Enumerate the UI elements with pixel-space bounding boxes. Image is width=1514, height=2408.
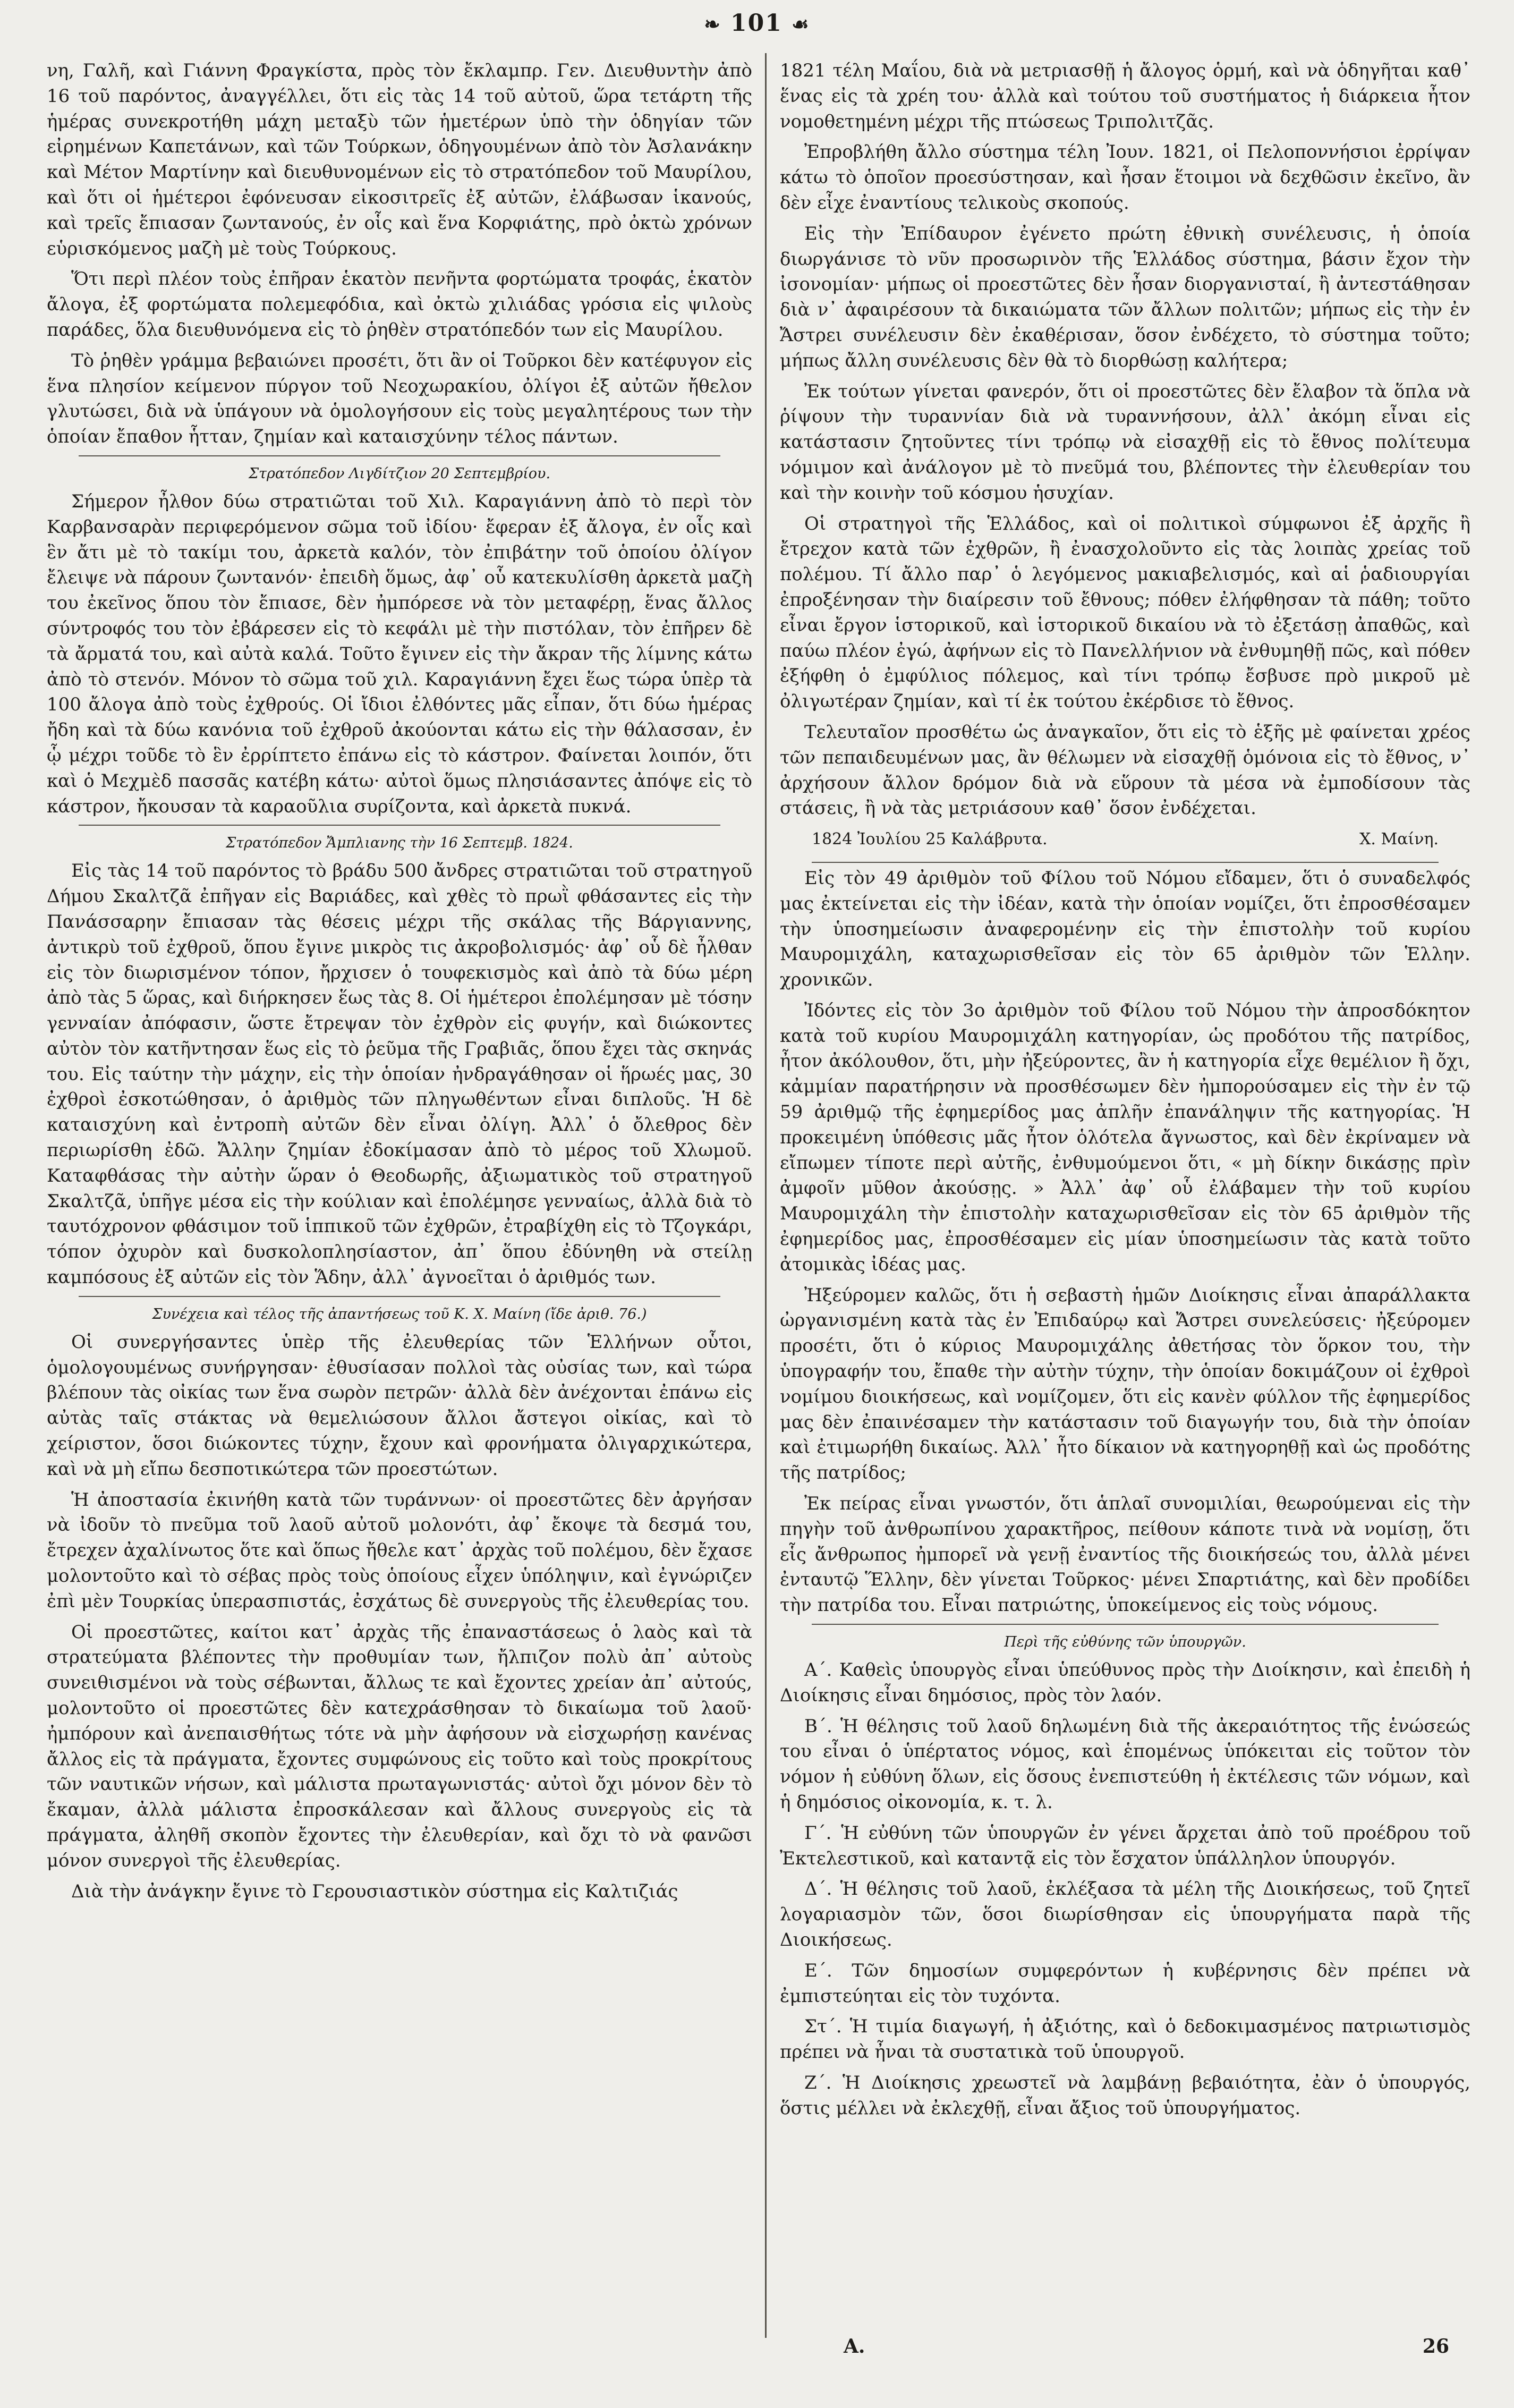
article-item: Γ΄. Ἡ εὐθύνη τῶν ὑπουργῶν ἐν γένει ἄρχεται ἀπὸ τοῦ προέδρου τοῦ Ἐκτελεστικοῦ, καὶ καταντᾷ εἰς τὸν ἔσχατον ὑπάλληλον ὑπουργόν. <box>780 1822 1470 1869</box>
column-rule <box>765 53 767 2338</box>
right-column <box>780 58 1470 2127</box>
article-item: Ζ΄. Ἡ Διοίκησις χρεωστεῖ νὰ λαμβάνῃ βεβαιότητα, ἐὰν ὁ ὑπουργός, ὅστις μέλλει νὰ ἐκλεχθῇ, εἶναι ἄξιος τοῦ ὑπουργήματος. <box>780 2072 1470 2119</box>
ornament-right-icon: ☙ <box>792 13 810 36</box>
dateline-heading: Στρατόπεδον Λιγδίτζιον 20 Σεπτεμβρίου. <box>248 465 551 482</box>
article-item: Ε΄. Τῶν δημοσίων συμφερόντων ἡ κυβέρνησις δὲν πρέπει νὰ ἐμπιστεύηται εἰς τὸν τυχόντα. <box>780 1960 1470 2007</box>
signature-mark: A. <box>844 2335 865 2358</box>
article-item: Στ΄. Ἡ τιμία διαγωγή, ἡ ἀξιότης, καὶ ὁ δεδοκιμασμένος πατριωτισμὸς πρέπει νὰ ἦναι τὰ συστατικὰ τοῦ ὑπουργοῦ. <box>780 2016 1470 2063</box>
paragraph: Εἰς τὰς 14 τοῦ παρόντος τὸ βράδυ 500 ἄνδρες στρατιῶται τοῦ στρατηγοῦ Δήμου Σκαλτζᾶ ἐπῆγαν εἰς Βαριάδες, καὶ χθὲς τὸ πρωῒ φθάσαντες εἰς τὴν Πανάσσαρην ἔπιασαν τὰς θέσεις μέχρι τῆς σκάλας τῆς Βάργιαννης, ἀντικρὺ τοῦ ἐχθροῦ, ὅπου ἔγινε μικρὸς τις ἀκροβολισμός· ἀφ᾽ οὗ δὲ ἦλθαν εἰς τὸν διωρισμένον τόπον, ἤρχισεν ὁ τουφεκισμὸς καὶ ἀπὸ τὰ δύω μέρη ἀπὸ τὰς 5 ὥρας, καὶ διήρκησεν ἕως τὰς 8. Οἱ ἡμέτεροι ἐπολέμησαν μὲ τόσην γενναίαν ἀπόφασιν, ὥστε ἔτρεψαν τὸν ἐχθρὸν εἰς φυγήν, καὶ διώκοντες αὐτὸν τὸν κατῆντησαν ἕως εἰς τὸ ῥεῦμα τῆς Γραβιᾶς, ὅπου ἔχει τὰς σκηνάς του. Εἰς ταύτην τὴν μάχην, εἰς τὴν ὁποίαν ἠνδραγάθησαν οἱ ἥρωές μας, 30 ἐχθροὶ ἐσκοτώθησαν, ὁ ἀριθμὸς τῶν πληγωθέντων εἶναι διπλοῦς. Ἡ δὲ καταισχύνη καὶ ἐντροπὴ αὐτῶν δὲν εἶναι ὀλίγη. Ἀλλ᾽ ὁ ὄλεθρος δὲν περιωρίσθη ἐδῶ. Ἄλλην ζημίαν ἐδοκίμασαν ἀπὸ τὸ μέρος τοῦ Χλωμοῦ. Καταφθάσας τὴν αὐτὴν ὥραν ὁ Θεοδωρῆς, ἀξιωματικὸς τοῦ στρατηγοῦ Σκαλτζᾶ, ὑπῆγε μέσα εἰς τὴν κούλιαν καὶ ἐπολέμησε γενναίως, ἀλλὰ διὰ τὸ ταυτόχρονον φθάσιμον τοῦ ἱππικοῦ τῶν ἐχθρῶν, ἐτραβίχθη εἰς τὸ Τζογκάρι, τόπον ὀχυρὸν καὶ δυσκολοπλησίαστον, ἀπ᾽ ὅπου ἐδύνηθη νὰ στείλῃ καμπόσους ἐξ αὐτῶν εἰς τὸν Ἅδην, ἀλλ᾽ ἀγνοεῖται ὁ ἀριθμός των. <box>47 860 752 1288</box>
ornament-left-icon: ❧ <box>704 13 721 36</box>
section-divider <box>79 825 720 826</box>
page-number-text: 101 <box>730 10 782 37</box>
paragraph: Οἱ προεστῶτες, καίτοι κατ᾽ ἀρχὰς τῆς ἐπαναστάσεως ὁ λαὸς καὶ τὰ στρατεύματα βλέποντες τὴν προθυμίαν των, ἤλπιζον πολὺ ἀπ᾽ αὐτοὺς συνειθισμένοι νὰ τοὺς σέβωνται, ἄλλως τε καὶ ἔχοντες χρείαν ἀπ᾽ αὐτούς, μολοντοῦτο οἱ προεστῶτες δὲν κατεχράσθησαν τὸ δικαίωμα τοῦ λαοῦ· ἠμπόρουν καὶ ἀνεπαισθήτως τότε νὰ μὴν ἀφήσουν νὰ εἰσχωρήσῃ κανένας ἄλλος εἰς τὰ πράγματα, ἔχοντες συμφώνους εἰς τοῦτο καὶ τοὺς προκρίτους τῶν ναυτικῶν νήσων, καὶ μάλιστα πρωταγωνιστάς· αὐτοὶ ὄχι μόνον δὲν τὸ ἔκαμαν, ἀλλὰ μάλιστα ἐπροσκάλεσαν καὶ ἄλλους συνεργοὺς εἰς τὰ πράγματα, ἀληθῆ σκοπὸν ἔχοντες τὴν ἐλευθερίαν, καὶ ὄχι τὸ νὰ φανῶσι μόνον συνεργοὶ τῆς ἐλευθερίας. <box>47 1621 752 1871</box>
paragraph: Ἐκ πείρας εἶναι γνωστόν, ὅτι ἁπλαῖ συνομιλίαι, θεωρούμεναι εἰς τὴν πηγὴν τοῦ ἀνθρωπίνου χαρακτῆρος, πείθουν κάποτε τινὰ νὰ νομίσῃ, ὅτι εἷς ἄνθρωπος ἠμπορεῖ νὰ γενῇ ἐναντίος τῆς διοικήσεώς του, ἀλλὰ μένει ἐνταυτῷ Ἕλλην, δὲν γίνεται Τοῦρκος· μένει Σπαρτιάτης, καὶ δὲν προδίδει τὴν πατρίδα του. Εἶναι πατριώτης, ὑποκείμενος εἰς τοὺς νόμους. <box>780 1493 1470 1616</box>
paragraph: Ἡ ἀποστασία ἐκινήθη κατὰ τῶν τυράννων· οἱ προεστῶτες δὲν ἀργήσαν νὰ ἰδοῦν τὸ πνεῦμα τοῦ λαοῦ αὐτοῦ μολονότι, ἀφ᾽ ἔκοψε τὰ δεσμά του, ἔτρεχεν ἀχαλίνωτος ὅτε καὶ ὅπως ἤθελε κατ᾽ ἀρχὰς τοῦ πολέμου, δὲν ἔχασε μολοντοῦτο καὶ τὸ σέβας πρὸς τοὺς ὁποίους εἶχεν ὑπόληψιν, καὶ ἐγνώριζεν ἐπὶ μὲν Τουρκίας ὑπερασπιστάς, ἐσχάτως δὲ συνεργοὺς τῆς ἐλευθερίας του. <box>47 1489 752 1612</box>
section-divider <box>812 1624 1439 1625</box>
section-divider <box>812 862 1439 863</box>
page-number <box>704 10 810 37</box>
article-item: Δ΄. Ἡ θέλησις τοῦ λαοῦ, ἐκλέξασα τὰ μέλη τῆς Διοικήσεως, τοῦ ζητεῖ λογαριασμὸν τῶν, ὅσοι διωρίσθησαν εἰς ὑπουργήματα παρὰ τῆς Διοικήσεως. <box>780 1878 1470 1951</box>
paragraph: Ἐπροβλήθη ἄλλο σύστημα τέλη Ἰουν. 1821, οἱ Πελοποννήσιοι ἐρρίψαν κάτω τὸ ὁποῖον προεσύστησαν, καὶ ἦσαν ἕτοιμοι νὰ δεχθῶσιν ἐκεῖνο, ἂν δὲν εἶχε ἐναντίους τελικοὺς σκοπούς. <box>780 141 1470 214</box>
paragraph: νη, Γαλῆ, καὶ Γιάννη Φραγκίστα, πρὸς τὸν ἔκλαμπρ. Γεν. Διευθυντὴν ἀπὸ 16 τοῦ παρόντος, ἀναγγέλλει, ὅτι εἰς τὰς 14 τοῦ αὐτοῦ, ὥρα τετάρτη τῆς ἡμέρας συνεκροτήθη μάχη μεταξὺ τῶν ἡμετέρων ὑπὸ τὴν ὁδηγίαν τῶν εἰρημένων Καπετάνων, καὶ τῶν Τούρκων, ὁδηγουμένων ἀπὸ τὸν Ἀσλανάκην καὶ Μέτον Μαρτίνην καὶ διευθυνομένων εἰς τὸ στρατόπεδον τοῦ Μαυρίλου, καὶ ὅτι οἱ ἡμέτεροι ἐφόνευσαν εἰκοσιτρεῖς ἐξ αὐτῶν, ἐλάβωσαν ἱκανούς, καὶ τρεῖς ἔπιασαν ζωντανούς, ἐν οἷς καὶ ἕνα Κορφιάτης, πρὸ ὀκτὼ χρόνων εὑρισκόμενος μαζὴ μὲ τοὺς Τούρκους. <box>47 60 752 259</box>
paragraph: Τὸ ῥηθὲν γράμμα βεβαιώνει προσέτι, ὅτι ἂν οἱ Τοῦρκοι δὲν κατέφυγον εἰς ἕνα πλησίον κείμενον πύργον τοῦ Νεοχωρακίου, ὀλίγοι ἐξ αὐτῶν ἤθελον γλυτώσει, διὰ νὰ ὑπάγουν νὰ ὁμολογήσουν εἰς τοὺς μεγαλητέρους των τὴν ὁποίαν ἔπαθον ἧτταν, ζημίαν καὶ καταισχύνην τέλος πάντων. <box>47 350 752 448</box>
signoff-date: 1824 Ἰουλίου 25 Καλάβρυτα. <box>812 830 1048 849</box>
paragraph: Διὰ τὴν ἀνάγκην ἔγινε τὸ Γερουσιαστικὸν σύστημα εἰς Καλτιζιάς <box>71 1880 678 1902</box>
folio-number: 26 <box>1422 2335 1449 2358</box>
paragraph: Ἰδόντες εἰς τὸν 3ο ἀριθμὸν τοῦ Φίλου τοῦ Νόμου τὴν ἀπροσδόκητον κατὰ τοῦ κυρίου Μαυρομιχάλη κατηγορίαν, ὡς προδότου τῆς πατρίδος, ἦτον ἀκόλουθον, ὅτι, μὴν ἠξεύροντες, ἂν ἡ κατηγορία εἶχε θεμέλιον ἢ ὄχι, κἀμμίαν παρατήρησιν νὰ προσθέσωμεν δὲν ἠμπορούσαμεν εἰς τὴν ἐν τῷ 59 ἀριθμῷ τῆς ἐφημερίδος μας ἀπλῆν ἐπανάληψιν τῆς κατηγορίας. Ἡ προκειμένη ὑπόθεσις μᾶς ἦτον ὁλότελα ἄγνωστος, καὶ δὲν ἐκρίναμεν νὰ εἴπωμεν τίποτε περὶ αὐτῆς, ἐνθυμούμενοι ὅτι, « μὴ δίκην δικάσῃς πρὶν ἀμφοῖν μῦθον ἀκούσῃς. » Ἀλλ᾽ ἀφ᾽ οὗ ἐλάβαμεν τὴν τοῦ κυρίου Μαυρομιχάλη τὴν ἐπιστολὴν καταχωρισθεῖσαν εἰς τὸν 65 ἀριθμὸν τῆς ἐφημερίδος μας, ἐπροσθέσαμεν εἰς μίαν ὑποσημείωσιν τὰς κατὰ τοῦτο ἀτομικὰς ἰδέας μας. <box>780 999 1470 1275</box>
paragraph: Εἰς τὸν 49 ἀριθμὸν τοῦ Φίλου τοῦ Νόμου εἴδαμεν, ὅτι ὁ συναδελφός μας ἐκτείνεται εἰς τὴν ἰδέαν, κατὰ τὴν ὁποίαν νομίζει, ὅτι ἐπροσθέσαμεν τὴν ὑποσημείωσιν ἀναφερομένην εἰς τὴν ἐπιστολὴν τοῦ κυρίου Μαυρομιχάλη, καταχωρισθεῖσαν εἰς τὸν 65 ἀριθμὸν τῶν Ἑλλην. χρονικῶν. <box>780 867 1470 991</box>
paragraph: 1821 τέλη Μαΐου, διὰ νὰ μετριασθῇ ἡ ἄλογος ὁρμή, καὶ νὰ ὁδηγῆται καθ᾽ ἕνας εἰς τὰ χρέη του· ἀλλὰ καὶ τούτου τοῦ συστήματος ἡ διάρκεια ἦτον νομοθετημένη μέχρι τῆς πτώσεως Τριπολιτζᾶς. <box>780 60 1470 132</box>
paragraph: Σήμερον ἦλθον δύω στρατιῶται τοῦ Χιλ. Καραγιάννη ἀπὸ τὸ περὶ τὸν Καρβανσαρὰν περιφερόμενον σῶμα τοῦ ἰδίου· ἔφεραν ἐξ ἄλογα, ἐν οἷς καὶ ἓν ἄτι μὲ τὸ τακίμι του, ἀρκετὰ καλόν, τὸν ἐπιβάτην τοῦ ὁποίου ὀλίγον ἔλειψε νὰ πάρουν ζωντανόν· ἐπειδὴ ὅμως, ἀφ᾽ οὗ κατεκυλίσθη ἀρκετὰ μαζὴ του ἐκεῖνος ὅπου τὸν ἔπιασε, δὲν ἠμπόρεσε νὰ τὸν μεταφέρῃ, ἕνας ἄλλος σύντροφός του τὸν ἐβάρεσεν εἰς τὸ κεφάλι μὲ τὴν πιστόλαν, τὸν ἐπῆρεν δὲ τὰ ἄρματά του, καὶ αὐτὰ καλά. Τοῦτο ἔγινεν εἰς τὴν ἄκραν τῆς λίμνης κάτω ἀπὸ τὸ στενόν. Μόνον τὸ σῶμα τοῦ χιλ. Καραγιάννη ἔχει ἕως τώρα ὑπὲρ τὰ 100 ἄλογα ἀπὸ τοὺς ἐχθρούς. Οἱ ἴδιοι ἐλθόντες μᾶς εἶπαν, ὅτι δύω ἡμέρας ἤδη καὶ τὰ δύω κανόνια τοῦ ἐχθροῦ ἀκούονται κάτω εἰς τὴν θάλασσαν, ἐν ᾧ μέχρι τοῦδε τὸ ἓν ἐρρίπτετο ἐπάνω εἰς τὸ κάστρον. Φαίνεται λοιπόν, ὅτι καὶ ὁ Μεχμὲδ πασσᾶς κατέβη κάτω· αὐτοὶ ὅμως πλησιάσαντες ἀπόψε εἰς τὸ κάστρον, ἤκουσαν τὰ καραοῦλια συρίζοντα, καὶ ἀρκετὰ πυκνά. <box>47 490 752 817</box>
paragraph: Τελευταῖον προσθέτω ὡς ἀναγκαῖον, ὅτι εἰς τὸ ἑξῆς μὲ φαίνεται χρέος τῶν πεπαιδευμένων μας, ἂν θέλωμεν νὰ εἰσαχθῇ ὁμόνοια εἰς τὸ ἔθνος, ν᾽ ἀρχήσουν ἄλλον δρόμον διὰ νὰ εὕρουν τὰ μέσα νὰ ἐμποδίσουν τὰς στάσεις, ἢ νὰ τὰς μετριάσουν καθ᾽ ὅσον ἐνδέχεται. <box>780 721 1470 819</box>
article-item: Β΄. Ἡ θέλησις τοῦ λαοῦ δηλωμένη διὰ τῆς ἀκεραιότητος τῆς ἑνώσεώς του εἶναι ὁ ὑπέρτατος νόμος, καὶ ἑπομένως ὑπόκειται εἰς τοῦτον τὸν νόμον ἡ εὐθύνη ὅλων, εἰς ὅσους ἐνεπιστεύθη ἡ ἐκτέλεσις τῶν νόμων, καὶ ἡ δημόσιος οἰκονομία, κ. τ. λ. <box>780 1715 1470 1813</box>
article-item: Α΄. Καθεὶς ὑπουργὸς εἶναι ὑπεύθυνος πρὸς τὴν Διοίκησιν, καὶ ἐπειδὴ ἡ Διοίκησις εἶναι δημόσιος, πρὸς τὸν λαόν. <box>780 1659 1470 1706</box>
section-divider <box>79 1296 720 1297</box>
paragraph: Ἐκ τούτων γίνεται φανερόν, ὅτι οἱ προεστῶτες δὲν ἔλαβον τὰ ὅπλα νὰ ῥίψουν τὴν τυραννίαν διὰ νὰ τυραννήσουν, ἀλλ᾽ ἀκόμη εἶναι εἰς κατάστασιν ζητοῦντες τίνι τρόπῳ νὰ εἰσαχθῇ εἰς τὸ ἔθνος πολίτευμα νόμιμον καὶ ἀνάλογον μὲ τὸ πνεῦμά του, βλέποντες τὴν ἐλευθερίαν του καὶ τὴν κοινὴν τοῦ κόσμου ἡσυχίαν. <box>780 380 1470 504</box>
section-divider <box>79 455 720 456</box>
article-heading: Περὶ τῆς εὐθύνης τῶν ὑπουργῶν. <box>1004 1634 1246 1651</box>
paragraph: Οἱ συνεργήσαντες ὑπὲρ τῆς ἐλευθερίας τῶν Ἑλλήνων οὗτοι, ὁμολογουμένως συνήργησαν· ἐθυσίασαν πολλοὶ τὰς οὐσίας των, καὶ τώρα βλέπουν τὰς οἰκίας των ἕνα σωρὸν πετρῶν· ἀλλὰ δὲν ἀνέχονται ἐπάνω εἰς αὐτὰς ταῖς στάκτας νὰ θεμελιώσουν ἄλλοι ἄστεγοι οἰκίας, καὶ τὸ χείριστον, ὅσοι διώκοντες τύχην, ἔχουν καὶ φρονήματα ὀλιγαρχικώτερα, καὶ νὰ μὴ εἴπω δεσποτικώτερα τῶν προεστώτων. <box>47 1331 752 1480</box>
paragraph: Ὅτι περὶ πλέον τοὺς ἐπῆραν ἑκατὸν πενῆντα φορτώματα τροφάς, ἑκατὸν ἄλογα, ἐξ φορτώματα πολεμεφόδια, καὶ ὀκτὼ χιλιάδας γρόσια εἰς ψιλοὺς παράδες, ὅλα διευθυνόμενα εἰς τὸ ῥηθὲν στρατόπεδόν των εἰς Μαυρίλου. <box>47 268 752 341</box>
paragraph: Εἰς τὴν Ἐπίδαυρον ἐγένετο πρώτη ἐθνικὴ συνέλευσις, ἡ ὁποία διωργάνισε τὸ νῦν προσωρινὸν τῆς Ἑλλάδος σύστημα, βάσιν ἔχον τὴν ἰσονομίαν· μήπως οἱ προεστῶτες δὲν ἦσαν διοργανισταί, ἢ ἀντεστάθησαν διὰ ν᾽ ἀφαιρέσουν τὰ δικαιώματα τῶν ἄλλων πολιτῶν; μήπως εἰς τὴν ἐν Ἄστρει συνέλευσιν δὲν ἐκαθέρισαν, ὅσον ἐνδέχετο, τὸ σύστημα τοῦτο; μήπως ἄλλη συνέλευσις δὲν θὰ τὸ διορθώσῃ καλήτερα; <box>780 223 1470 371</box>
article-heading: Συνέχεια καὶ τέλος τῆς ἀπαντήσεως τοῦ Κ. Χ. Μαίνη (ἴδε ἀριθ. 76.) <box>152 1305 647 1322</box>
dateline-heading: Στρατόπεδον Ἄμπλιανης τὴν 16 Σεπτεμβ. 1824. <box>226 835 573 852</box>
paragraph: Οἱ στρατηγοὶ τῆς Ἑλλάδος, καὶ οἱ πολιτικοὶ σύμφωνοι ἐξ ἀρχῆς ἢ ἔτρεχον κατὰ τῶν ἐχθρῶν, ἢ ἐνασχολοῦντο εἰς τὰς λοιπὰς χρείας τοῦ πολέμου. Τί ἄλλο παρ᾽ ὁ λεγόμενος μακιαβελισμός, καὶ αἱ ῥαδιουργίαι ἐπροξένησαν τὴν διαίρεσιν τοῦ ἔθνους; πόθεν ἐλήφθησαν τὰ πάθη; τοῦτο εἶναι ἔργον ἱστορικοῦ, καὶ ἱστορικοῦ δικαίου νὰ τὸ ἐξετάσῃ ἀπαθῶς, καὶ παύω πλέον ἐγώ, ἀφήνων εἰς τὸ Πανελλήνιον νὰ ἐνθυμηθῇ πῶς, καὶ πόθεν ἐξήφθη ὁ ἐμφύλιος πόλεμος, καὶ τίνι τρόπῳ ἔσβυσε πρὸ μικροῦ μὲ ὀλιγωτέραν ζημίαν, καὶ τί ἐκ τούτου ἐκέρδισε τὸ ἔθνος. <box>780 513 1470 713</box>
left-column <box>47 58 752 1910</box>
paragraph: Ἠξεύρομεν καλῶς, ὅτι ἡ σεβαστὴ ἡμῶν Διοίκησις εἶναι ἀπαράλλακτα ὠργανισμένη κατὰ τὰς ἐν Ἐπιδαύρῳ καὶ Ἄστρει συνελεύσεις· ἠξεύρομεν προσέτι, ὅτι ὁ κύριος Μαυρομιχάλης ἀθετήσας τὸν ὅρκον του, τὴν ὑπογραφήν του, ἔπαθε τὴν αὐτὴν τύχην, τὴν ὁποίαν δοκιμάζουν οἱ ἐχθροὶ νομίμου διοικήσεως, καὶ νομίζομεν, ὅτι εἰς κανὲν φύλλον τῆς ἐφημερίδος μας δὲν ἐπαινέσαμεν τὴν κατάστασιν τοῦ διαγωγήν του, διὰ τὴν ὁποίαν καὶ ἐτιμωρήθη δικαίως. Ἀλλ᾽ ἦτο δίκαιον νὰ κατηγορηθῇ καὶ ὡς προδότης τῆς πατρίδος; <box>780 1284 1470 1484</box>
signoff-author: Χ. Μαίνη. <box>1359 830 1439 849</box>
signoff <box>780 827 1470 852</box>
